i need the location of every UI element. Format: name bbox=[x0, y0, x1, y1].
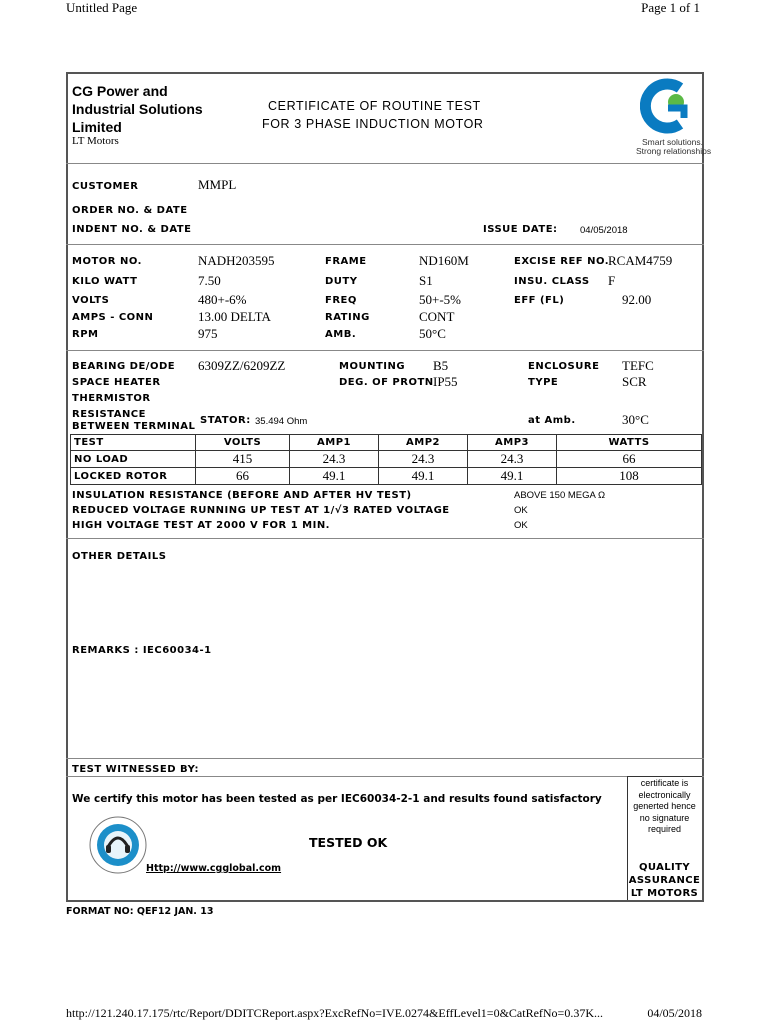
enclosure-label: ENCLOSURE bbox=[528, 361, 600, 372]
table-header-row bbox=[71, 435, 702, 451]
divider bbox=[66, 350, 704, 351]
divider bbox=[66, 244, 704, 245]
mounting-label: MOUNTING bbox=[339, 361, 406, 372]
cell-amp1: 49.1 bbox=[290, 468, 379, 485]
cg-logo-icon bbox=[640, 78, 694, 134]
freq-value: 50+-5% bbox=[419, 292, 461, 307]
type-label: TYPE bbox=[528, 377, 559, 388]
eff-label: EFF (FL) bbox=[514, 295, 565, 306]
cell-amp3: 24.3 bbox=[468, 451, 557, 468]
insulation-label: INSULATION RESISTANCE (BEFORE AND AFTER HV TEST) bbox=[72, 490, 412, 501]
cell-watts: 66 bbox=[557, 451, 702, 468]
tagline-1: Smart solutions. bbox=[642, 137, 703, 147]
eff-value: 92.00 bbox=[622, 292, 652, 307]
protn-value: IP55 bbox=[433, 374, 458, 389]
hv-test-label: HIGH VOLTAGE TEST AT 2000 V FOR 1 MIN. bbox=[72, 520, 330, 531]
electronic-certificate-note: certificate is electronically generted hence no signature required bbox=[633, 778, 696, 834]
reduced-voltage-label: REDUCED VOLTAGE RUNNING UP TEST AT 1/√3 RATED VOLTAGE bbox=[72, 505, 450, 516]
header-amp1: AMP1 bbox=[290, 435, 379, 451]
print-footer-date: 04/05/2018 bbox=[647, 1006, 702, 1020]
bearing-label: BEARING DE/ODE bbox=[72, 361, 176, 372]
frame-label: FRAME bbox=[325, 256, 367, 267]
mounting-value: B5 bbox=[433, 358, 449, 373]
indent-label: INDENT NO. & DATE bbox=[72, 224, 192, 235]
customer-label: CUSTOMER bbox=[72, 181, 139, 192]
protn-label: DEG. OF PROTN bbox=[339, 377, 434, 388]
cell-volts: 66 bbox=[196, 468, 290, 485]
print-header-title: Untitled Page bbox=[66, 0, 138, 15]
quality-assurance-label: QUALITY ASSURANCE LT MOTORS bbox=[628, 862, 701, 899]
certificate-title-1: CERTIFICATE OF ROUTINE TEST bbox=[268, 99, 481, 113]
divider bbox=[66, 776, 704, 777]
frame-value: ND160M bbox=[419, 253, 469, 268]
insulation-value: ABOVE 150 MEGA Ω bbox=[514, 490, 606, 501]
tagline-2: Strong relationships bbox=[636, 146, 712, 156]
certificate-frame bbox=[66, 72, 704, 902]
insu-label: INSU. CLASS bbox=[514, 276, 590, 287]
resistance-label: RESISTANCE bbox=[72, 409, 146, 420]
header-amp2: AMP2 bbox=[379, 435, 468, 451]
bearing-value: 6309ZZ/6209ZZ bbox=[198, 358, 286, 373]
cell-watts: 108 bbox=[557, 468, 702, 485]
test-results-table bbox=[70, 434, 702, 485]
freq-label: FREQ bbox=[325, 295, 357, 306]
website-link[interactable]: Http://www.cgglobal.com bbox=[146, 863, 282, 874]
cell-amp2: 49.1 bbox=[379, 468, 468, 485]
remarks: REMARKS : IEC60034-1 bbox=[72, 645, 212, 656]
stator-label: STATOR: bbox=[200, 415, 251, 426]
certificate-title-2: FOR 3 PHASE INDUCTION MOTOR bbox=[262, 117, 484, 131]
motor-no-value: NADH203595 bbox=[198, 253, 275, 268]
header-amp3: AMP3 bbox=[468, 435, 557, 451]
duty-label: DUTY bbox=[325, 276, 358, 287]
order-label: ORDER NO. & DATE bbox=[72, 205, 188, 216]
motor-no-label: MOTOR NO. bbox=[72, 256, 142, 267]
print-header-page: Page 1 of 1 bbox=[641, 0, 700, 15]
rpm-value: 975 bbox=[198, 326, 218, 341]
hv-test-value: OK bbox=[514, 520, 528, 531]
cell-amp3: 49.1 bbox=[468, 468, 557, 485]
amb-value: 50°C bbox=[419, 326, 446, 341]
volts-value: 480+-6% bbox=[198, 292, 247, 307]
issue-date-value: 04/05/2018 bbox=[580, 225, 628, 236]
rpm-label: RPM bbox=[72, 329, 99, 340]
volts-label: VOLTS bbox=[72, 295, 110, 306]
rating-value: CONT bbox=[419, 309, 455, 324]
space-heater-label: SPACE HEATER bbox=[72, 377, 161, 388]
excise-label: EXCISE REF NO. bbox=[514, 256, 610, 267]
other-details-label: OTHER DETAILS bbox=[72, 551, 167, 562]
amps-value: 13.00 DELTA bbox=[198, 309, 271, 324]
header-test: TEST bbox=[71, 435, 196, 451]
print-footer-url: http://121.240.17.175/rtc/Report/DDITCReport.aspx?ExcRefNo=IVE.0274&EffLevel1=0&CatRefNo=0.37K... bbox=[66, 1006, 603, 1020]
format-number: FORMAT NO: QEF12 JAN. 13 bbox=[66, 906, 214, 917]
enclosure-value: TEFC bbox=[622, 358, 654, 373]
divider bbox=[66, 163, 704, 164]
stator-value: 35.494 Ohm bbox=[255, 416, 308, 427]
header-volts: VOLTS bbox=[196, 435, 290, 451]
header-watts: WATTS bbox=[557, 435, 702, 451]
issue-date-label: ISSUE DATE: bbox=[483, 224, 558, 235]
at-amb-label: at Amb. bbox=[528, 415, 576, 426]
cell-amp1: 24.3 bbox=[290, 451, 379, 468]
amb-label: AMB. bbox=[325, 329, 357, 340]
cell-volts: 415 bbox=[196, 451, 290, 468]
company-division: LT Motors bbox=[72, 135, 119, 147]
kw-label: KILO WATT bbox=[72, 276, 138, 287]
type-value: SCR bbox=[622, 374, 647, 389]
certify-statement: We certify this motor has been tested as per IEC60034-2-1 and results found satisfactory bbox=[72, 793, 602, 805]
witness-label: TEST WITNESSED BY: bbox=[72, 764, 199, 775]
row-test-name: NO LOAD bbox=[71, 451, 196, 468]
tested-ok: TESTED OK bbox=[309, 835, 388, 850]
table-row bbox=[71, 451, 702, 468]
duty-value: S1 bbox=[419, 273, 433, 288]
row-test-name: LOCKED ROTOR bbox=[71, 468, 196, 485]
insu-value: F bbox=[608, 273, 616, 288]
table-row bbox=[71, 468, 702, 485]
thermistor-label: THERMISTOR bbox=[72, 393, 151, 404]
amps-label: AMPS - CONN bbox=[72, 312, 154, 323]
customer-value: MMPL bbox=[198, 177, 237, 192]
kw-value: 7.50 bbox=[198, 273, 221, 288]
divider bbox=[66, 758, 704, 759]
cell-amp2: 24.3 bbox=[379, 451, 468, 468]
company-name: CG Power and Industrial Solutions Limited bbox=[72, 83, 203, 135]
at-amb-value: 30°C bbox=[622, 412, 649, 427]
divider bbox=[66, 538, 704, 539]
terminal-label: BETWEEN TERMINAL bbox=[72, 421, 196, 432]
service-seal-icon bbox=[88, 815, 148, 875]
excise-value: RCAM4759 bbox=[608, 253, 673, 268]
reduced-voltage-value: OK bbox=[514, 505, 528, 516]
rating-label: RATING bbox=[325, 312, 370, 323]
